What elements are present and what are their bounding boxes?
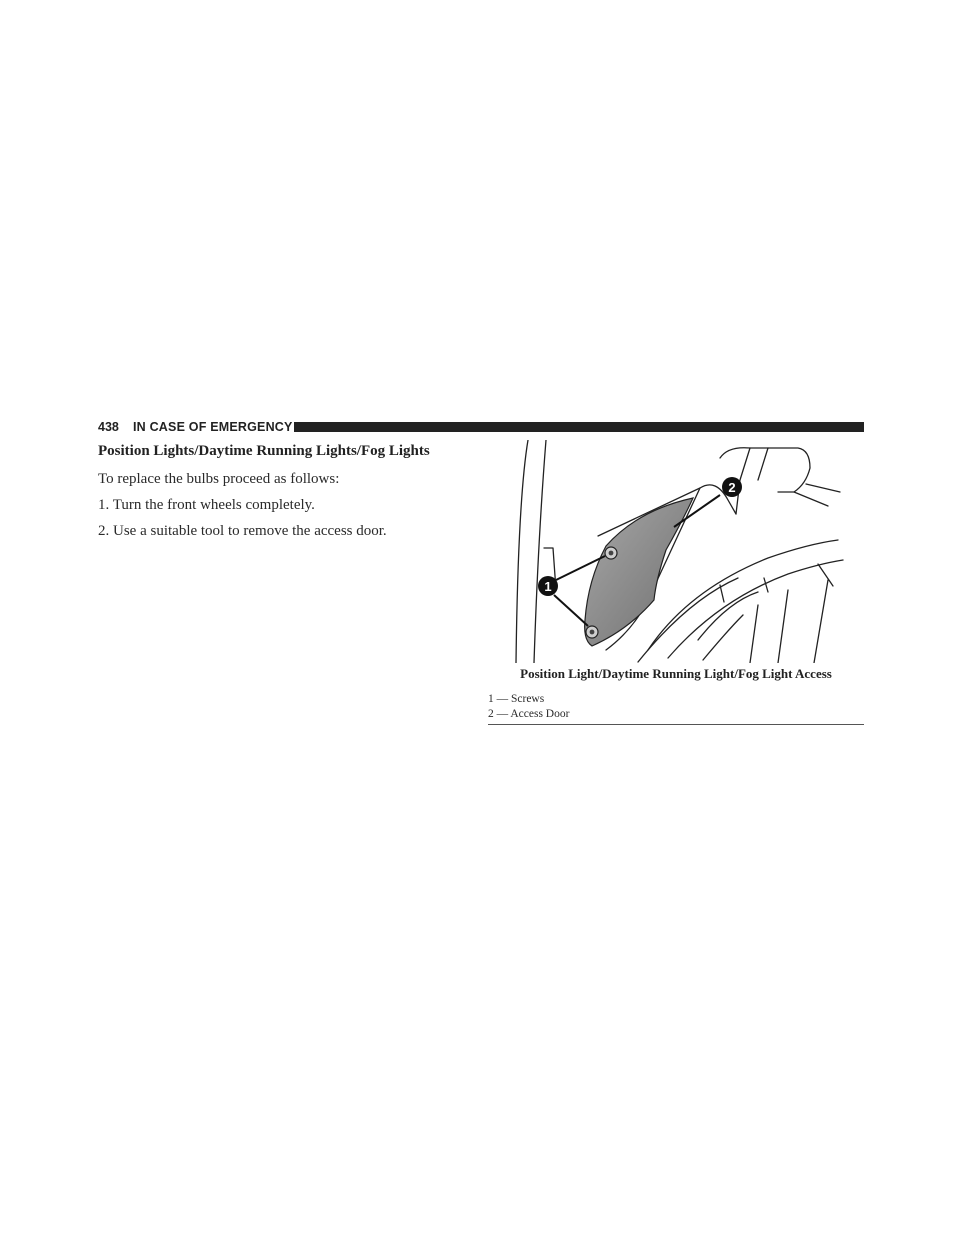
step-1: 1. Turn the front wheels completely. [98,497,315,513]
section-title: IN CASE OF EMERGENCY [133,420,293,434]
screw-icon [605,547,617,559]
access-door-illustration [488,440,864,663]
legend-rule [488,724,864,725]
access-door-panel [585,498,693,646]
legend-item: 2 — Access Door [488,708,570,720]
page-header [98,418,864,436]
screw-icon [586,626,598,638]
intro-paragraph: To replace the bulbs proceed as follows: [98,471,340,487]
header-rule [294,422,864,432]
section-heading: Position Lights/Daytime Running Lights/Fog Lights [98,443,430,459]
legend-item: 1 — Screws [488,693,545,705]
callout-1 [538,576,558,596]
figure-caption: Position Light/Daytime Running Light/Fog Light Access [520,666,832,681]
svg-text:2: 2 [728,480,736,495]
callout-2 [722,477,742,497]
svg-text:1: 1 [544,579,552,594]
figure-legend [488,692,569,722]
page-number: 438 [98,420,119,434]
step-2: 2. Use a suitable tool to remove the access door. [98,523,387,539]
